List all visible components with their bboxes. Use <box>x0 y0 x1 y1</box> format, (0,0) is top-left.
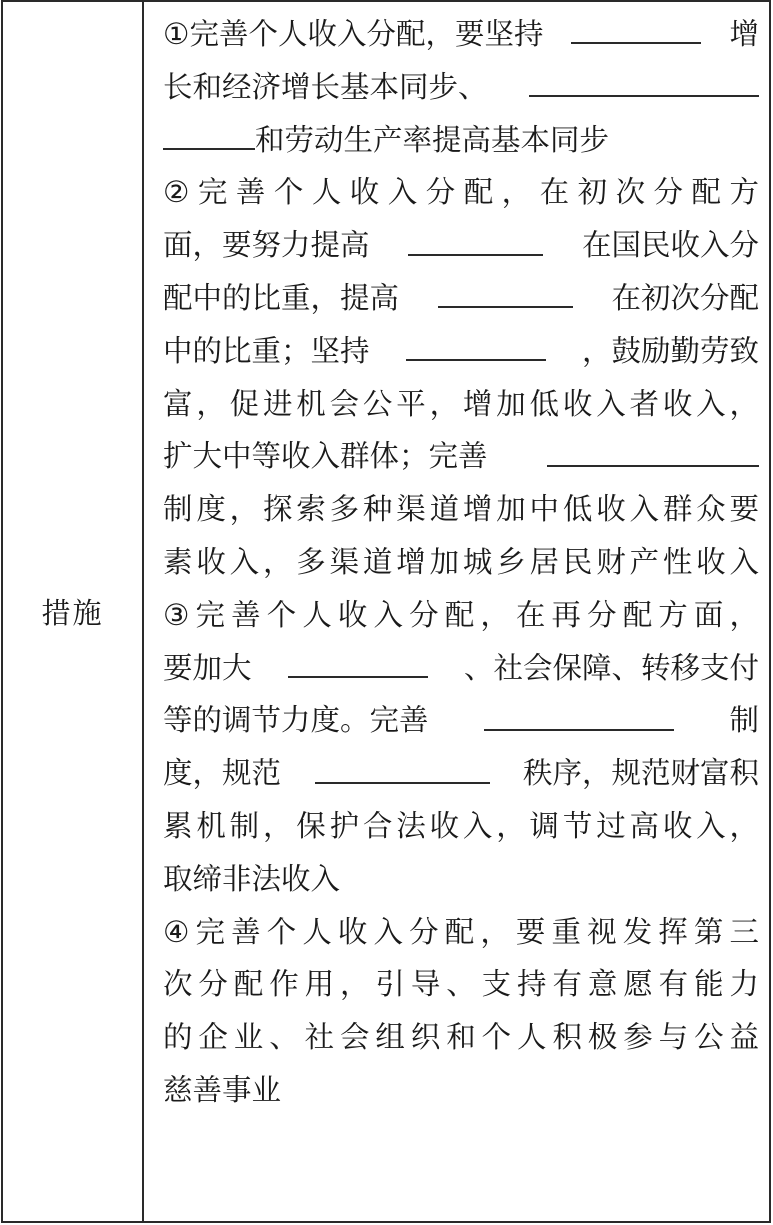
text-segment: 制度，探索多种渠道增加中低收入群众要 <box>163 492 763 527</box>
text-line <box>163 430 759 483</box>
text-segment: 在初次分配 <box>611 280 759 315</box>
text-line <box>163 958 765 1011</box>
text-segment: 累机制，保护合法收入，调节过高收入， <box>163 808 763 843</box>
row-label-cell: 措施 <box>41 596 104 630</box>
text-line <box>163 166 768 219</box>
text-segment: 等的调节力度。完善 <box>163 703 429 738</box>
text-segment: 长和经济增长基本同步、 <box>163 69 488 104</box>
text-line <box>163 1011 765 1064</box>
text-segment: 慈善事业 <box>163 1072 282 1107</box>
text-line <box>163 114 759 167</box>
text-line <box>163 800 763 853</box>
text-segment: 面，要努力提高 <box>163 228 370 263</box>
text-line <box>163 272 759 325</box>
text-segment: ③完善个人收入分配，在再分配方面， <box>163 597 766 632</box>
text-segment: 要加大 <box>163 650 252 685</box>
text-segment: ②完善个人收入分配，在初次分配方 <box>163 175 768 210</box>
text-line <box>163 853 759 906</box>
text-line <box>163 694 759 747</box>
text-segment: 和劳动生产率提高基本同步 <box>255 122 610 157</box>
fill-in-blank[interactable] <box>406 329 546 361</box>
fill-in-blank[interactable] <box>315 752 490 784</box>
text-segment: 次分配作用，引导、支持有意愿有能力 <box>163 967 765 1002</box>
text-segment: 增 <box>729 17 759 51</box>
text-line <box>163 8 759 61</box>
text-segment: ④完善个人收入分配，要重视发挥第三 <box>163 914 766 949</box>
measures-table <box>1 0 771 1223</box>
column-divider <box>142 2 144 1221</box>
text-line <box>163 1064 759 1117</box>
text-line <box>163 378 763 431</box>
text-segment: 素收入，多渠道增加城乡居民财产性收入 <box>163 544 763 579</box>
fill-in-blank[interactable] <box>163 118 255 150</box>
content-cell <box>163 8 768 1117</box>
text-segment: ，鼓励勤劳致 <box>581 333 759 368</box>
fill-in-blank[interactable] <box>571 12 701 44</box>
text-segment: 富，促进机会公平，增加低收入者收入， <box>163 386 763 421</box>
fill-in-blank[interactable] <box>484 699 674 731</box>
text-segment: 、社会保障、转移支付 <box>463 650 759 685</box>
text-line <box>163 219 759 272</box>
fill-in-blank[interactable] <box>288 646 428 678</box>
text-segment: 秩序，规范财富积 <box>522 756 759 791</box>
text-line <box>163 642 759 695</box>
text-line <box>163 747 759 800</box>
text-segment: ①完善个人收入分配，要坚持 <box>163 17 544 51</box>
text-line <box>163 589 766 642</box>
text-segment: 中的比重；坚持 <box>163 333 370 368</box>
fill-in-blank[interactable] <box>408 224 543 256</box>
text-line <box>163 906 766 959</box>
text-segment: 的企业、社会组织和个人积极参与公益 <box>163 1020 765 1055</box>
text-segment: 配中的比重，提高 <box>163 280 400 315</box>
text-segment: 取缔非法收入 <box>163 861 341 896</box>
text-line <box>163 536 763 589</box>
text-segment: 制 <box>729 703 759 738</box>
text-segment: 度，规范 <box>163 756 282 791</box>
fill-in-blank[interactable] <box>438 276 573 308</box>
text-line <box>163 325 759 378</box>
text-segment: 在国民收入分 <box>581 228 759 263</box>
fill-in-blank[interactable] <box>547 435 759 467</box>
text-line <box>163 61 759 114</box>
text-line <box>163 483 763 536</box>
text-segment: 扩大中等收入群体；完善 <box>163 439 488 474</box>
fill-in-blank[interactable] <box>529 65 759 97</box>
